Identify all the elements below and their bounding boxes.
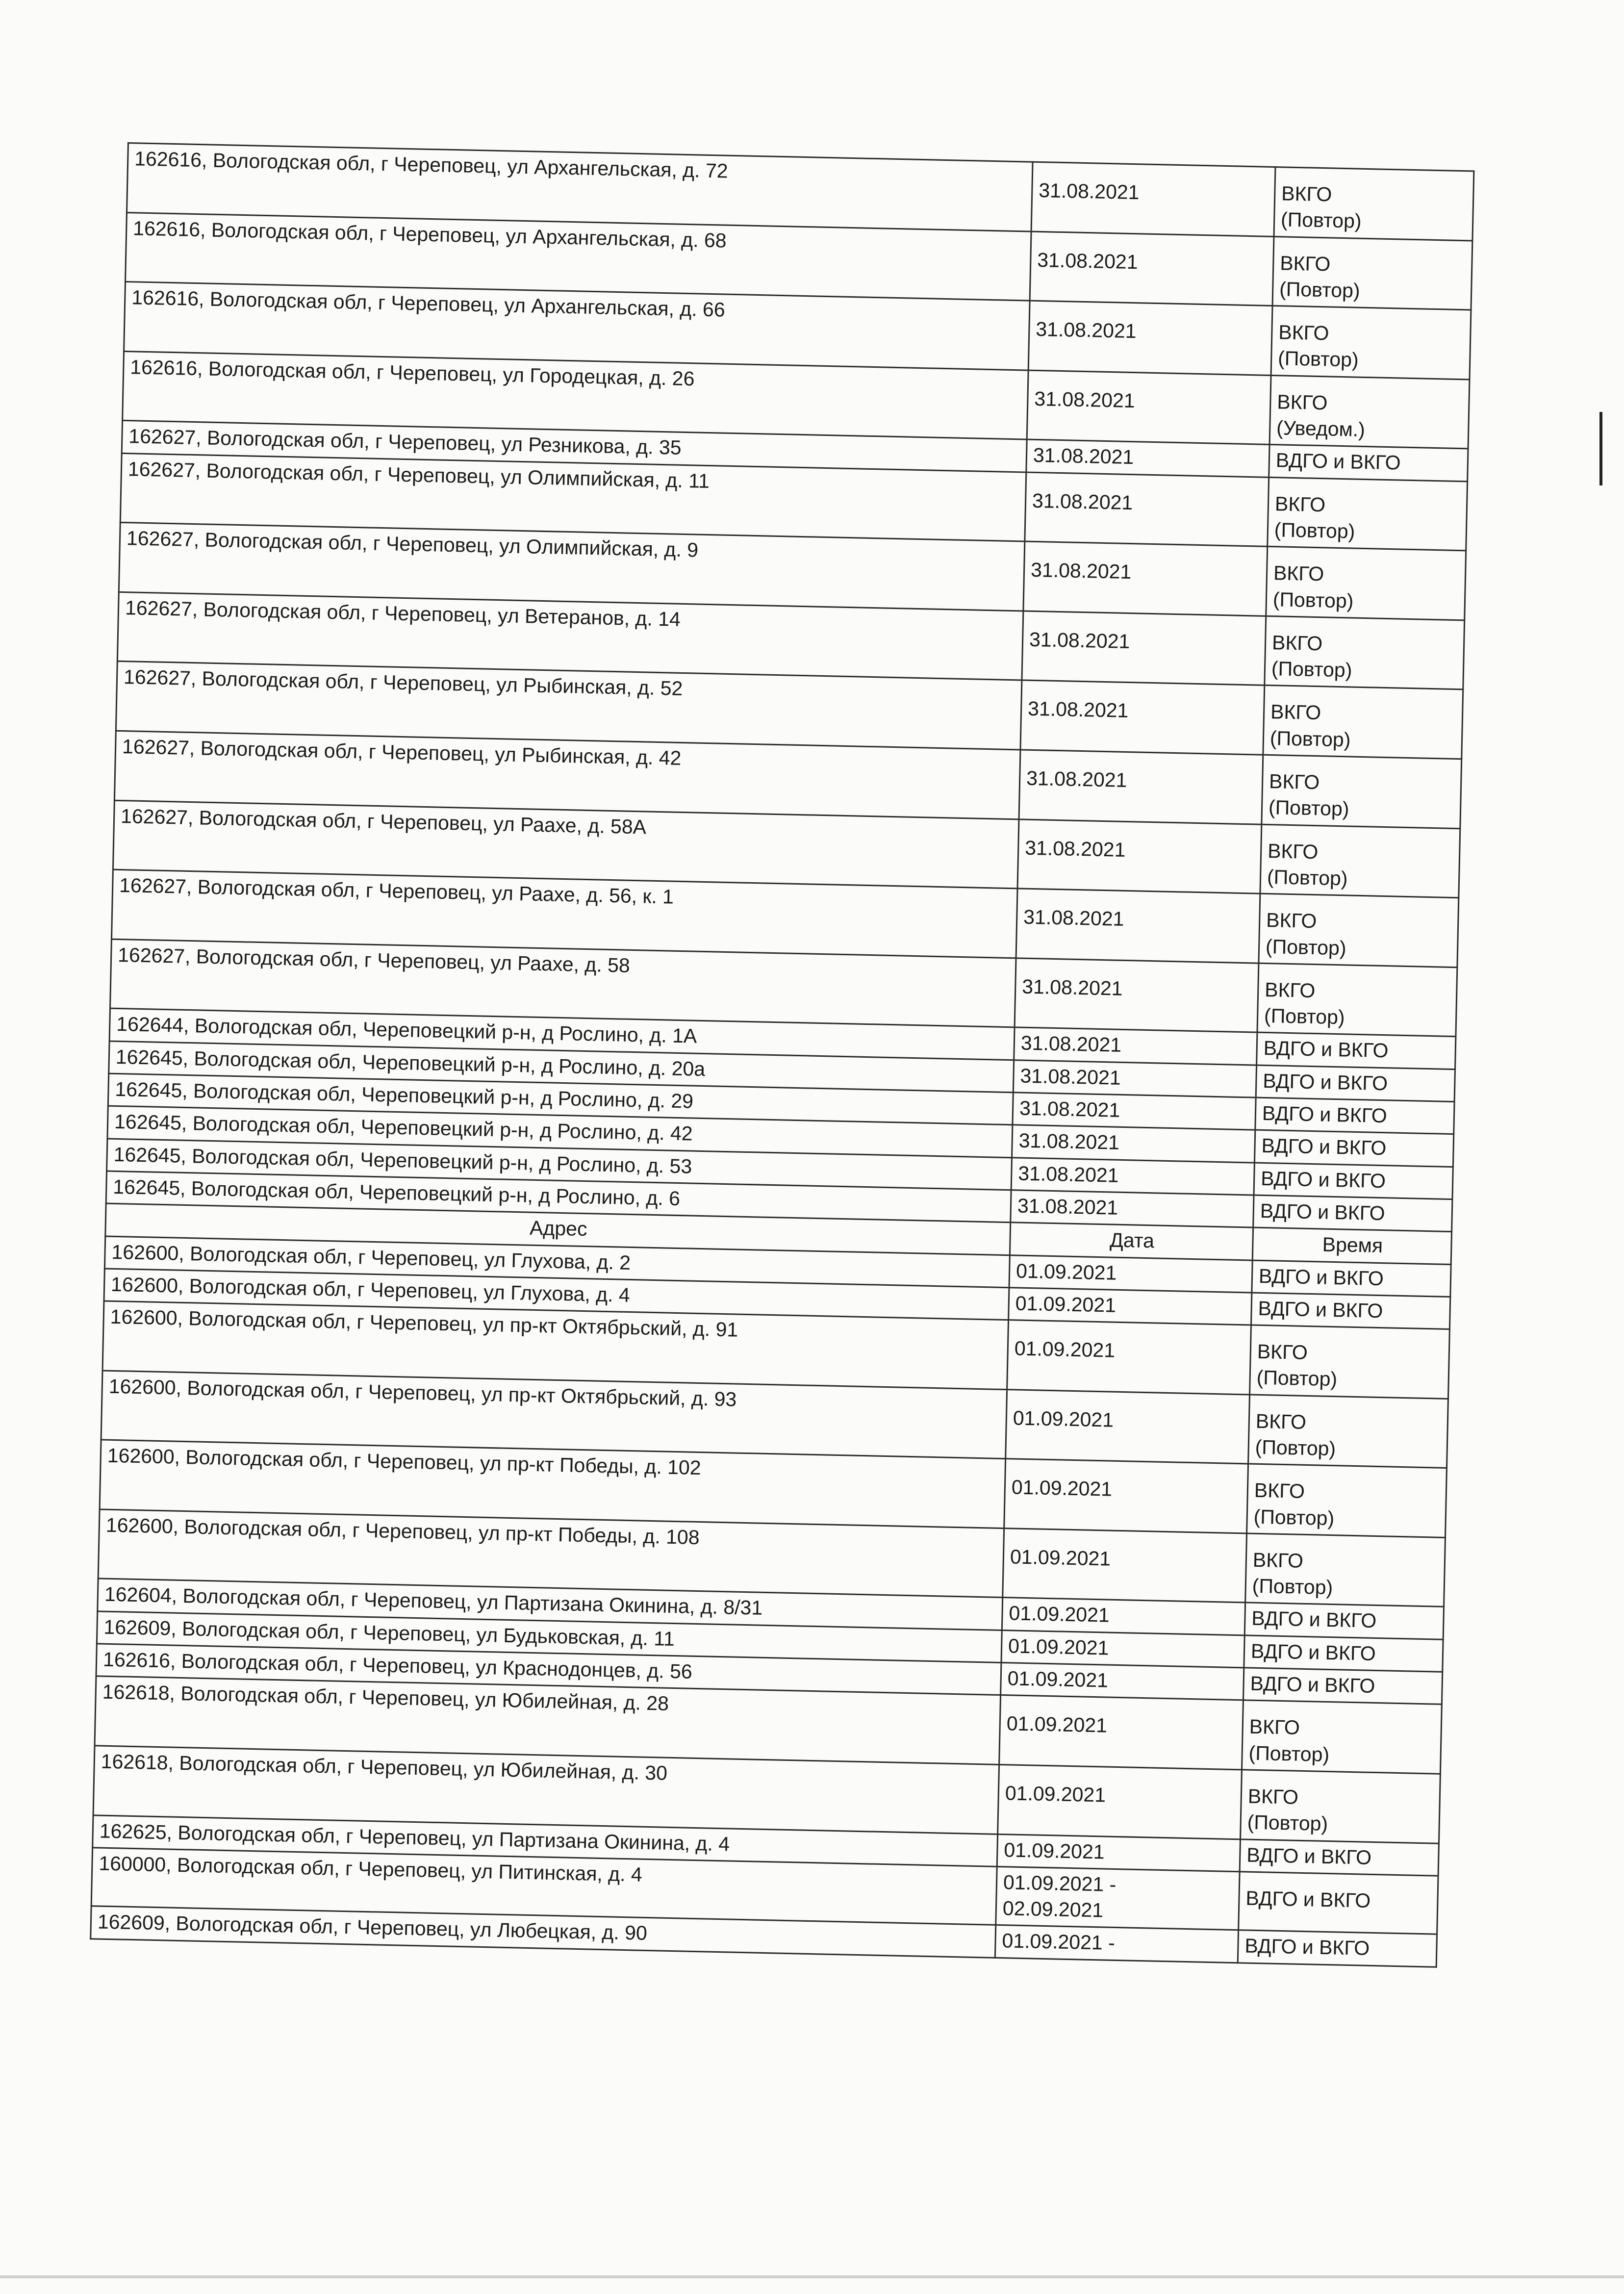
date-text: 31.08.2021	[1037, 248, 1139, 273]
date-cell	[1001, 1630, 1244, 1668]
kind-text: ВДГО и ВКГО	[1251, 1607, 1377, 1632]
kind-cell	[1250, 1325, 1450, 1399]
address-text: 162616, Вологодская обл, г Череповец, ул Архангельская, д. 72	[134, 147, 729, 182]
kind-cell	[1253, 1195, 1452, 1232]
date-cell	[1004, 1459, 1248, 1533]
address-text: 162600, Вологодская обл, г Череповец, ул Глухова, д. 2	[111, 1240, 631, 1274]
kind-cell	[1240, 1839, 1439, 1876]
kind-cell	[1257, 963, 1457, 1037]
date-text: 31.08.2021	[1017, 1194, 1118, 1219]
date-text: 01.09.2021	[1009, 1602, 1110, 1627]
kind-text: ВДГО и ВКГО	[1245, 1886, 1371, 1912]
date-cell	[1016, 889, 1260, 963]
kind-text: ВДГО и ВКГО	[1258, 1297, 1383, 1322]
date-text: 31.08.2021	[1020, 1064, 1121, 1089]
date-text: 31.08.2021	[1023, 905, 1124, 931]
date-text: 31.08.2021	[1017, 1162, 1119, 1187]
note-text: (Повтор)	[1248, 1741, 1330, 1766]
kind-text: ВДГО и ВКГО	[1250, 1639, 1376, 1665]
date-text: 31.08.2021	[1035, 318, 1137, 343]
note-text: (Повтор)	[1255, 1435, 1336, 1460]
kind-text: Время	[1322, 1233, 1383, 1257]
date-text: 31.08.2021	[1024, 836, 1126, 861]
date-cell	[1013, 1093, 1256, 1130]
date-text: 01.09.2021	[1003, 1838, 1105, 1863]
kind-cell	[1269, 375, 1470, 449]
date-text: 01.09.2021	[1010, 1545, 1111, 1570]
date-text: 31.08.2021	[1026, 766, 1127, 792]
date-cell	[999, 1695, 1243, 1770]
date-cell	[1027, 370, 1271, 445]
date-cell	[1009, 1255, 1252, 1293]
note-text: (Повтор)	[1264, 1004, 1345, 1029]
date-text: 31.08.2021	[1032, 489, 1133, 514]
address-text: 162600, Вологодская обл, г Череповец, ул пр-кт Октябрьский, д. 91	[110, 1305, 738, 1341]
table-body	[91, 143, 1474, 1967]
date-cell	[1014, 1027, 1257, 1065]
kind-text: ВКГО	[1247, 1784, 1299, 1809]
note-text: (Повтор)	[1253, 1505, 1335, 1529]
address-text: 162627, Вологодская обл, г Череповец, ул Олимпийская, д. 9	[126, 527, 699, 561]
kind-text: ВКГО	[1273, 561, 1324, 586]
kind-text: ВДГО и ВКГО	[1262, 1069, 1388, 1095]
date-cell	[1009, 1287, 1252, 1325]
date-cell	[1011, 1157, 1254, 1195]
kind-cell	[1263, 686, 1463, 759]
kind-cell	[1271, 306, 1471, 380]
date-text: 31.08.2021	[1034, 387, 1136, 412]
date-text: 01.09.2021	[1015, 1259, 1117, 1284]
date-cell	[1026, 439, 1269, 477]
note-text: (Повтор)	[1272, 587, 1354, 612]
note-text: (Повтор)	[1277, 347, 1359, 372]
kind-text: ВДГО и ВКГО	[1244, 1934, 1370, 1960]
date-cell	[1013, 1060, 1256, 1097]
date-cell	[1006, 1389, 1250, 1464]
address-text: 162618, Вологодская обл, г Череповец, ул Юбилейная, д. 28	[102, 1680, 669, 1715]
address-text: 162645, Вологодская обл, Череповецкий р-н, д Рослино, д. 42	[114, 1110, 693, 1145]
kind-cell	[1256, 1065, 1455, 1102]
kind-cell	[1239, 1872, 1438, 1935]
date-text: 31.08.2021	[1021, 975, 1123, 1000]
kind-text: ВДГО и ВКГО	[1263, 1037, 1389, 1062]
kind-cell	[1242, 1700, 1442, 1774]
kind-text: ВКГО	[1255, 1409, 1307, 1433]
date-text: 01.09.2021	[1014, 1337, 1116, 1362]
kind-cell	[1244, 1635, 1443, 1672]
address-text: 162600, Вологодская обл, г Череповец, ул пр-кт Октябрьский, д. 93	[108, 1375, 737, 1411]
date-text: 01.09.2021	[1008, 1634, 1109, 1659]
note-text: (Уведом.)	[1276, 416, 1366, 441]
schedule-table	[90, 142, 1474, 1967]
kind-text: ВКГО	[1254, 1479, 1305, 1503]
kind-text: ВДГО и ВКГО	[1250, 1672, 1375, 1698]
note-text: (Повтор)	[1247, 1810, 1328, 1835]
date-text: 01.09.2021	[1006, 1712, 1108, 1737]
date-cell	[1030, 231, 1274, 306]
date-text: 31.08.2021	[1030, 559, 1132, 584]
address-text: 162645, Вологодская обл, Череповецкий р-н, д Рослино, д. 6	[112, 1175, 681, 1210]
kind-cell	[1255, 1097, 1454, 1134]
kind-cell	[1254, 1163, 1453, 1199]
date-cell	[1025, 472, 1269, 547]
date-cell	[995, 1925, 1238, 1963]
address-text: 162627, Вологодская обл, г Череповец, ул Рыбинская, д. 42	[122, 735, 682, 769]
kind-cell	[1241, 1770, 1441, 1843]
date-cell	[1011, 1190, 1254, 1228]
address-text: 162600, Вологодская обл, г Череповец, ул пр-кт Победы, д. 102	[107, 1444, 702, 1479]
kind-cell	[1252, 1260, 1451, 1297]
kind-cell	[1254, 1130, 1453, 1167]
note-text: (Повтор)	[1269, 726, 1351, 751]
kind-cell	[1272, 236, 1472, 310]
kind-text: ВКГО	[1252, 1548, 1304, 1572]
address-text: 160000, Вологодская обл, г Череповец, ул Питинская, д. 4	[99, 1852, 643, 1886]
kind-text: ВКГО	[1257, 1340, 1308, 1364]
kind-text: ВДГО и ВКГО	[1261, 1134, 1387, 1160]
kind-cell	[1244, 1603, 1444, 1639]
kind-text: ВКГО	[1264, 978, 1316, 1002]
kind-cell	[1257, 1033, 1456, 1070]
address-text: 162600, Вологодская обл, г Череповец, ул пр-кт Победы, д. 108	[105, 1513, 700, 1549]
page-bottom-edge	[0, 2275, 1624, 2278]
kind-text: ВКГО	[1271, 631, 1323, 655]
address-text: 162645, Вологодская обл, Череповецкий р-н, д Рослино, д. 20а	[115, 1045, 706, 1080]
address-text: 162604, Вологодская обл, г Череповец, ул Партизана Окинина, д. 8/31	[104, 1583, 763, 1620]
address-text: 162616, Вологодская обл, г Череповец, ул Городецкая, д. 26	[129, 356, 695, 390]
kind-text: ВКГО	[1276, 390, 1328, 414]
date-cell	[1012, 1125, 1255, 1163]
address-text: 162627, Вологодская обл, г Череповец, ул Олимпийская, д. 11	[127, 457, 710, 492]
date-text: 31.08.2021	[1018, 1129, 1120, 1154]
kind-cell	[1238, 1930, 1437, 1967]
kind-text: ВКГО	[1270, 700, 1321, 724]
kind-cell	[1262, 755, 1462, 828]
kind-cell	[1251, 1293, 1450, 1329]
address-text: 162616, Вологодская обл, г Череповец, ул Краснодонцев, д. 56	[102, 1648, 693, 1683]
kind-text: ВКГО	[1279, 251, 1331, 276]
date-cell	[1002, 1598, 1245, 1635]
note-text: (Повтор)	[1271, 657, 1352, 682]
date-text: 01.09.2021	[1005, 1782, 1106, 1807]
date-cell	[1015, 958, 1259, 1033]
address-text: 162609, Вологодская обл, г Череповец, ул Любецкая, д. 90	[97, 1910, 648, 1945]
address-text: 162627, Вологодская обл, г Череповец, ул Раахе, д. 56, к. 1	[119, 874, 674, 908]
kind-cell	[1269, 445, 1468, 482]
kind-text: ВКГО	[1281, 182, 1332, 206]
kind-cell	[1266, 547, 1466, 620]
address-text: 162645, Вологодская обл, Череповецкий р-н, д Рослино, д. 53	[113, 1143, 692, 1178]
note-text: (Повтор)	[1280, 208, 1362, 233]
address-text: 162644, Вологодская обл, Череповецкий р-н, д Рослино, д. 1А	[116, 1013, 697, 1048]
address-text: 162627, Вологодская обл, г Череповец, ул Раахе, д. 58	[117, 943, 631, 977]
date-text: 31.08.2021	[1019, 1096, 1120, 1122]
date-text: 31.08.2021	[1020, 1031, 1122, 1057]
date-text: 01.09.2021	[1007, 1667, 1109, 1692]
date-cell	[1003, 1528, 1247, 1603]
date-cell	[998, 1764, 1242, 1839]
kind-text: ВДГО и ВКГО	[1262, 1101, 1388, 1127]
kind-cell	[1265, 616, 1465, 689]
kind-cell	[1243, 1668, 1442, 1705]
date-cell	[1023, 541, 1268, 616]
date-text: 31.08.2021	[1027, 697, 1129, 722]
date-cell	[1001, 1663, 1244, 1701]
date-text: 31.08.2021	[1029, 628, 1130, 653]
kind-cell	[1274, 167, 1474, 241]
date-text: 31.08.2021	[1033, 444, 1134, 469]
date-text: Дата	[1109, 1228, 1155, 1252]
note-text: (Повтор)	[1252, 1574, 1333, 1599]
kind-text: ВДГО и ВКГО	[1275, 449, 1401, 474]
kind-text: ВДГО и ВКГО	[1260, 1199, 1386, 1225]
kind-text: ВДГО и ВКГО	[1258, 1264, 1384, 1290]
kind-text: ВКГО	[1249, 1715, 1300, 1739]
date-cell	[1007, 1320, 1251, 1395]
kind-text: ВДГО и ВКГО	[1246, 1843, 1372, 1869]
note-text: (Повтор)	[1256, 1366, 1338, 1391]
kind-text: ВКГО	[1267, 839, 1319, 863]
kind-cell	[1248, 1395, 1448, 1468]
date-text: 01.09.2021	[1015, 1292, 1116, 1317]
date-text: 01.09.2021	[1011, 1476, 1113, 1501]
date-text: 01.09.2021 -	[1003, 1871, 1116, 1896]
date-cell	[997, 1834, 1240, 1872]
date-cell	[1028, 301, 1272, 375]
kind-cell	[1252, 1227, 1451, 1264]
kind-text: ВДГО и ВКГО	[1260, 1167, 1386, 1192]
address-text: 162616, Вологодская обл, г Череповец, ул Архангельская, д. 66	[131, 286, 726, 321]
date-cell	[1010, 1223, 1253, 1260]
address-text: 162618, Вологодская обл, г Череповец, ул Юбилейная, д. 30	[101, 1750, 668, 1784]
date-cell	[1022, 611, 1266, 686]
date-cell	[1031, 162, 1275, 236]
date-cell	[1019, 750, 1263, 824]
kind-text: ВКГО	[1274, 492, 1326, 516]
address-text: 162609, Вологодская обл, г Череповец, ул Будьковская, д. 11	[103, 1615, 675, 1650]
kind-cell	[1245, 1533, 1446, 1607]
date-text: 01.09.2021 -	[1002, 1929, 1116, 1955]
note-text: (Повтор)	[1267, 865, 1348, 890]
note-text: (Повтор)	[1279, 278, 1361, 302]
kind-cell	[1260, 824, 1460, 898]
kind-text: ВКГО	[1278, 321, 1329, 345]
date-end-text: 02.09.2021	[1002, 1897, 1104, 1922]
kind-text: ВКГО	[1266, 909, 1317, 933]
date-cell	[1020, 680, 1265, 755]
note-text: (Повтор)	[1265, 935, 1347, 959]
address-text: Адрес	[529, 1216, 587, 1241]
note-text: (Повтор)	[1274, 518, 1355, 543]
address-text: 162600, Вологодская обл, г Череповец, ул Глухова, д. 4	[110, 1273, 631, 1306]
kind-cell	[1247, 1464, 1447, 1537]
note-text: (Повтор)	[1268, 796, 1349, 820]
date-text: 31.08.2021	[1038, 178, 1140, 204]
kind-cell	[1268, 477, 1468, 551]
date-cell	[1017, 819, 1262, 894]
address-text: 162627, Вологодская обл, г Череповец, ул Ветеранов, д. 14	[125, 596, 681, 631]
address-text: 162645, Вологодская обл, Череповецкий р-н, д Рослино, д. 29	[115, 1077, 694, 1113]
date-text: 01.09.2021	[1013, 1406, 1114, 1431]
address-text: 162627, Вологодская обл, г Череповец, ул Рыбинская, д. 52	[123, 665, 683, 700]
address-text: 162627, Вологодская обл, г Череповец, ул Раахе, д. 58А	[120, 804, 647, 839]
kind-text: ВКГО	[1269, 770, 1320, 794]
date-cell	[996, 1866, 1240, 1930]
kind-cell	[1259, 893, 1459, 967]
address-text: 162616, Вологодская обл, г Череповец, ул Архангельская, д. 68	[132, 216, 727, 252]
scan-margin-mark	[1599, 412, 1602, 485]
address-text: 162625, Вологодская обл, г Череповец, ул Партизана Окинина, д. 4	[99, 1819, 730, 1856]
address-text: 162627, Вологодская обл, г Череповец, ул Резникова, д. 35	[128, 425, 682, 459]
